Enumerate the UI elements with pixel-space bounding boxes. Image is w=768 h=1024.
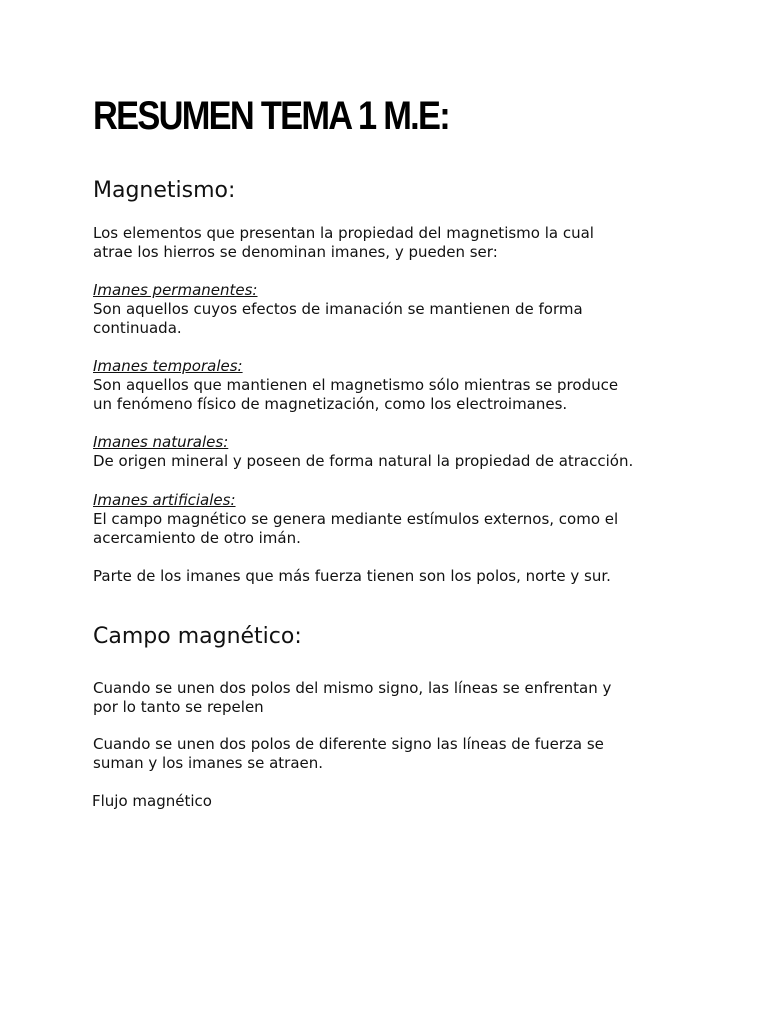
paragraph-line: Cuando se unen dos polos de diferente signo las líneas de fuerza se <box>93 735 604 753</box>
magnet-type-text: un fenómeno físico de magnetización, como los electroimanes. <box>93 395 568 413</box>
magnet-type-permanentes <box>93 281 683 338</box>
same-sign-paragraph <box>93 679 683 717</box>
paragraph-line: suman y los imanes se atraen. <box>93 754 324 772</box>
flux-label-text: Flujo magnético <box>92 792 212 810</box>
intro-paragraph <box>93 224 683 262</box>
intro-line: atrae los hierros se denominan imanes, y pueden ser: <box>93 243 498 261</box>
paragraph-line: por lo tanto se repelen <box>93 698 264 716</box>
magnet-type-artificiales <box>93 491 683 548</box>
different-sign-paragraph <box>93 735 683 773</box>
poles-note-text: Parte de los imanes que más fuerza tienen son los polos, norte y sur. <box>93 567 611 585</box>
magnet-type-text: Son aquellos cuyos efectos de imanación se mantienen de forma <box>93 300 583 318</box>
magnet-type-temporales <box>93 357 683 414</box>
magnet-type-text: El campo magnético se genera mediante estímulos externos, como el <box>93 510 619 528</box>
magnet-type-text: De origen mineral y poseen de forma natural la propiedad de atracción. <box>93 452 634 470</box>
magnet-type-naturales <box>93 433 683 471</box>
magnet-type-text: continuada. <box>93 319 182 337</box>
magnet-type-label: Imanes temporales: <box>93 357 243 375</box>
paragraph-line: Cuando se unen dos polos del mismo signo, las líneas se enfrentan y <box>93 679 612 697</box>
poles-note <box>93 567 683 586</box>
magnet-type-label: Imanes permanentes: <box>93 281 258 299</box>
intro-line: Los elementos que presentan la propiedad del magnetismo la cual <box>93 224 594 242</box>
flux-label <box>92 792 682 811</box>
magnet-type-text: acercamiento de otro imán. <box>93 529 301 547</box>
magnet-type-label: Imanes artificiales: <box>93 491 236 509</box>
section-heading-magnetismo: Magnetismo: <box>93 178 236 203</box>
section-heading-campo-magnetico: Campo magnético: <box>93 624 302 649</box>
magnet-type-label: Imanes naturales: <box>93 433 229 451</box>
magnet-type-text: Son aquellos que mantienen el magnetismo sólo mientras se produce <box>93 376 619 394</box>
document-title: RESUMEN TEMA 1 M.E: <box>93 94 449 138</box>
